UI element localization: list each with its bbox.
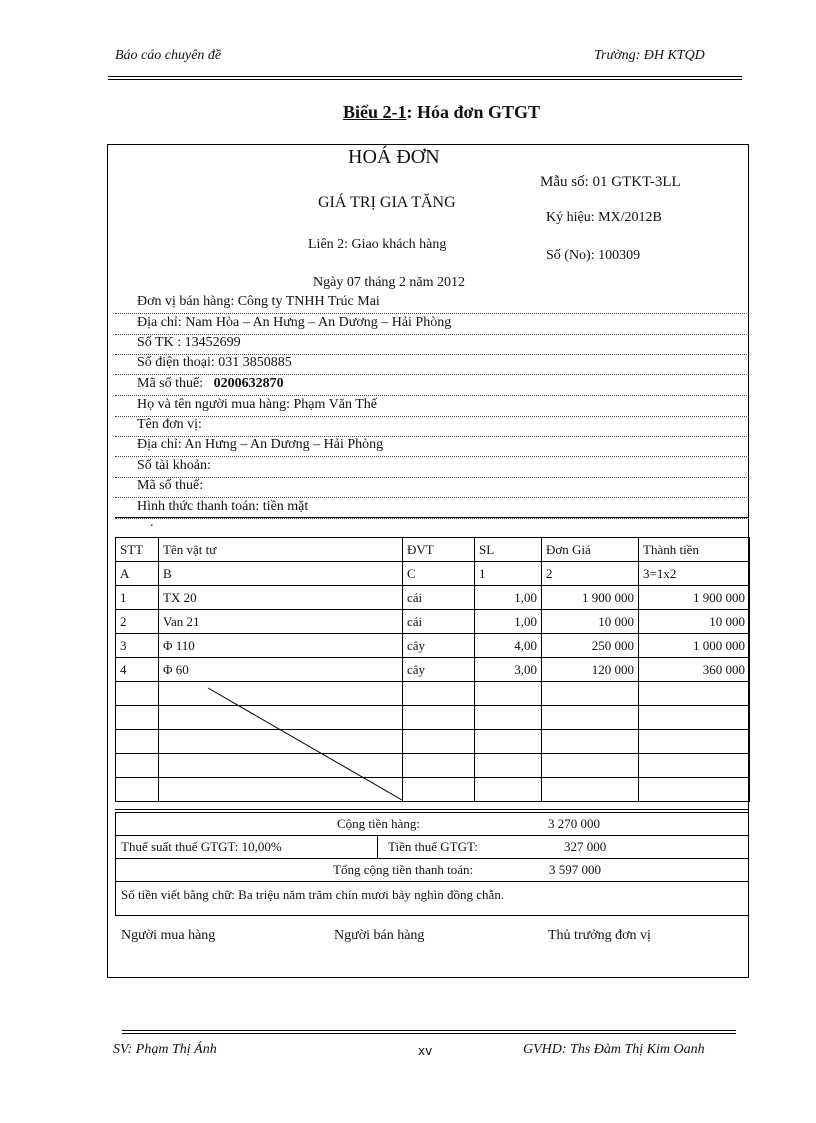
row-unit: cây [403, 634, 475, 658]
dot-mark: . [150, 515, 154, 530]
amount-in-words: Số tiền viết bằng chữ: Ba triệu năm trăm chín mươi bảy nghìn đồng chẵn. [121, 887, 505, 902]
row-stt: 2 [116, 610, 159, 634]
head-signature-label: Thủ trưởng đơn vị [548, 928, 651, 943]
cancel-diagonal [208, 688, 402, 800]
header-cell: Tên vật tư [159, 538, 403, 562]
header-cell: Đơn Giá [542, 538, 639, 562]
row-amount: 1 000 000 [639, 634, 750, 658]
row-item: Φ 110 [159, 634, 403, 658]
row-price: 1 900 000 [542, 586, 639, 610]
footer-rule [122, 1030, 736, 1034]
in-words-row [115, 881, 749, 916]
totals-rule [115, 809, 749, 810]
invoice-date: Ngày 07 tháng 2 năm 2012 [313, 275, 466, 290]
row-item: TX 20 [159, 586, 403, 610]
invoice-subtitle: GIÁ TRỊ GIA TĂNG [318, 194, 456, 211]
row-qty: 1,00 [475, 610, 542, 634]
figure-label: Biểu 2-1 [343, 102, 407, 122]
phone-text: Số điện thoại: 031 3850885 [137, 355, 292, 370]
code-cell: B [159, 562, 403, 586]
row-stt: 1 [116, 586, 159, 610]
grand-total-value: 3 597 000 [549, 862, 601, 877]
buyer-signature-label: Người mua hàng [121, 928, 216, 943]
header-cell: SL [475, 538, 542, 562]
row-unit: cây [403, 658, 475, 682]
row-stt: 3 [116, 634, 159, 658]
vat-row [115, 835, 749, 859]
row-qty: 3,00 [475, 658, 542, 682]
tax-value: 0200632870 [213, 376, 284, 391]
vat-value: 327 000 [564, 839, 607, 854]
buyer-account-text: Số tài khoản: [137, 458, 211, 473]
vat-divider [377, 836, 378, 858]
vat-rate: Thuế suất thuế GTGT: 10,00% [121, 839, 282, 854]
code-cell: A [116, 562, 159, 586]
row-stt: 4 [116, 658, 159, 682]
account-text: Số TK : 13452699 [137, 335, 241, 350]
row-qty: 1,00 [475, 586, 542, 610]
seller-address-text: Địa chỉ: Nam Hòa – An Hưng – An Dương – Hải Phòng [137, 315, 452, 330]
tax-label: Mã số thuế: [137, 376, 204, 391]
row-item: Van 21 [159, 610, 403, 634]
header-left-text: Báo cáo chuyên đề [115, 48, 222, 63]
buyer-address-text: Địa chỉ: An Hưng – An Dương – Hải Phòng [137, 437, 384, 452]
row-amount: 1 900 000 [639, 586, 750, 610]
code-cell: C [403, 562, 475, 586]
grand-total-row [115, 858, 749, 882]
row-qty: 4,00 [475, 634, 542, 658]
buyer-unit-text: Tên đơn vị: [137, 417, 202, 432]
copy-label: Liên 2: Giao khách hàng [308, 237, 447, 252]
page-number: xv [418, 1044, 433, 1058]
code-cell: 1 [475, 562, 542, 586]
row-amount: 10 000 [639, 610, 750, 634]
grand-total-label: Tổng cộng tiền thanh toán: [333, 862, 474, 877]
row-amount: 360 000 [639, 658, 750, 682]
code-cell: 3=1x2 [639, 562, 750, 586]
goods-total-value: 3 270 000 [548, 816, 600, 831]
header-right-text: Trường: ĐH KTQD [594, 48, 705, 63]
row-price: 120 000 [542, 658, 639, 682]
goods-total-label: Cộng tiền hàng: [337, 816, 421, 831]
row-unit: cái [403, 610, 475, 634]
seller-signature-label: Người bán hàng [334, 928, 425, 943]
invoice-title: HOÁ ĐƠN [348, 146, 440, 168]
form-number: Mẫu số: 01 GTKT-3LL [540, 174, 681, 190]
header-cell: Thành tiền [639, 538, 750, 562]
invoice-number: Số (No): 100309 [546, 248, 641, 263]
row-price: 250 000 [542, 634, 639, 658]
figure-title-text: : Hóa đơn GTGT [406, 102, 541, 122]
goods-total-row [115, 812, 749, 836]
header-cell: ĐVT [403, 538, 475, 562]
row-price: 10 000 [542, 610, 639, 634]
footer-supervisor: GVHD: Ths Đàm Thị Kim Oanh [523, 1042, 705, 1057]
code-cell: 2 [542, 562, 639, 586]
row-item: Φ 60 [159, 658, 403, 682]
seller-text: Đơn vị bán hàng: Công ty TNHH Trúc Mai [137, 294, 380, 309]
footer-student: SV: Phạm Thị Ánh [113, 1042, 217, 1057]
vat-label: Tiền thuế GTGT: [388, 839, 478, 854]
buyer-tax-text: Mã số thuế: [137, 478, 204, 493]
payment-text: Hình thức thanh toán: tiền mặt [137, 499, 309, 514]
row-unit: cái [403, 586, 475, 610]
invoice-symbol: Ký hiệu: MX/2012B [546, 210, 662, 225]
header-cell: STT [116, 538, 159, 562]
buyer-text: Họ và tên người mua hàng: Phạm Văn Thế [137, 397, 377, 412]
